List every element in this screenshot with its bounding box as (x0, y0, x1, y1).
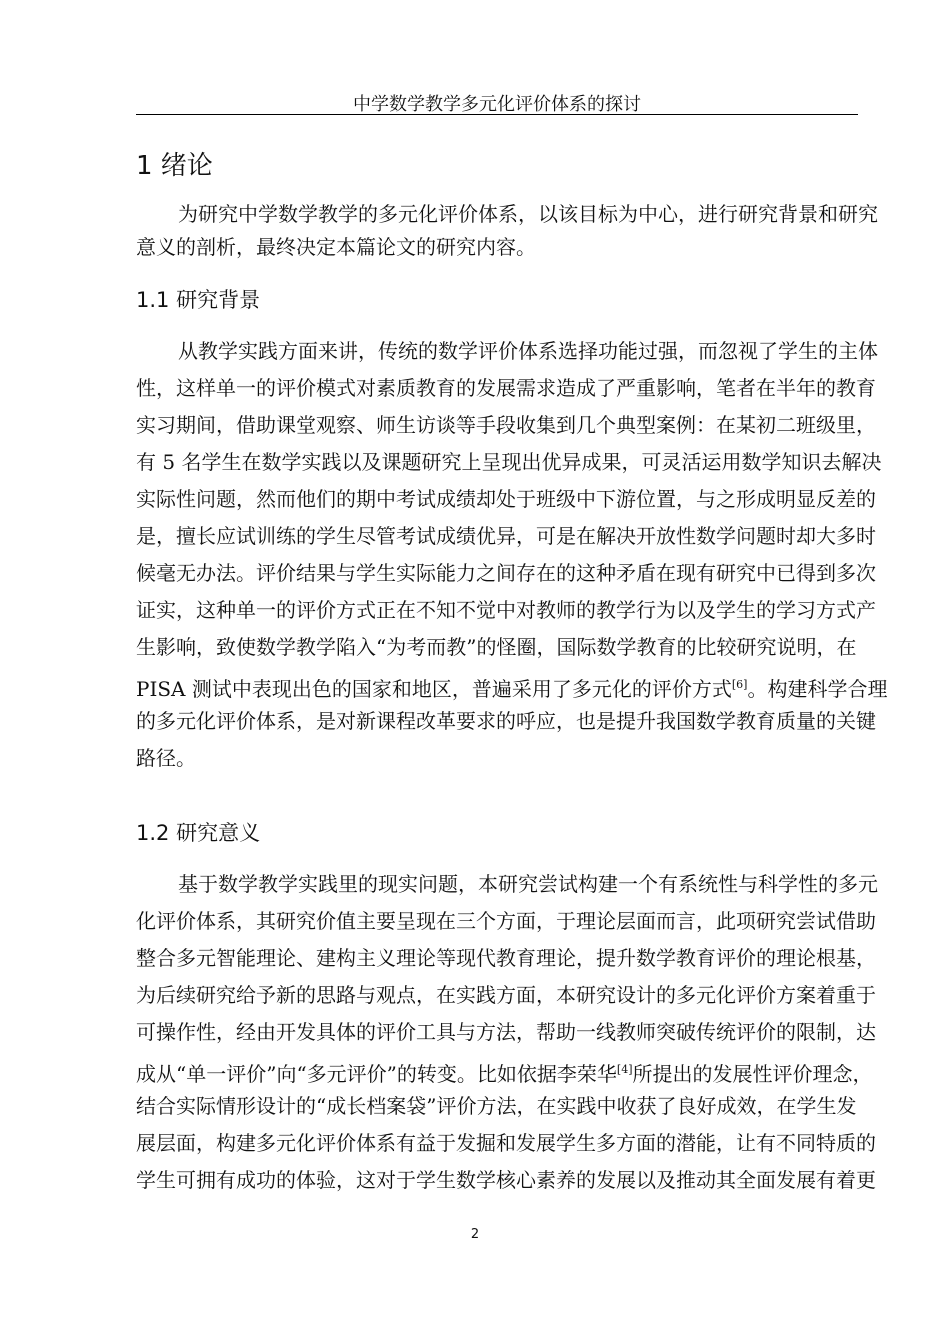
citation: [6] (731, 678, 748, 691)
text-line: 基于数学教学实践里的现实问题，本研究尝试构建一个有系统性与科学性的多元 (178, 872, 878, 896)
text-segment: 成从“单一评价”向“多元评价”的转变。比如依据李荣华 (136, 1062, 617, 1086)
text-line: 路径。 (136, 746, 196, 770)
text-line: 实习期间，借助课堂观察、师生访谈等手段收集到几个典型案例：在某初二班级里， (136, 413, 876, 437)
significance-paragraph (136, 866, 878, 1199)
text-line (136, 1051, 873, 1088)
chapter-heading: 1 绪论 (136, 151, 213, 181)
text-line: 证实，这种单一的评价方式正在不知不觉中对教师的教学行为以及学生的学习方式产 (136, 598, 876, 622)
text-line: 可操作性，经由开发具体的评价工具与方法，帮助一线教师突破传统评价的限制，达 (136, 1020, 876, 1044)
text-segment: PISA 测试中表现出色的国家和地区，普遍采用了多元化的评价方式 (136, 677, 732, 701)
text-line: 学生可拥有成功的体验，这对于学生数学核心素养的发展以及推动其全面发展有着更 (136, 1168, 876, 1192)
text-line: 候毫无办法。评价结果与学生实际能力之间存在的这种矛盾在现有研究中已得到多次 (136, 561, 876, 585)
text-line: 是，擅长应试训练的学生尽管考试成绩优异，可是在解决开放性数学问题时却大多时 (136, 524, 876, 548)
text-line (136, 666, 888, 703)
intro-paragraph (136, 198, 878, 264)
text-line: 结合实际情形设计的“成长档案袋”评价方法，在实践中收获了良好成效，在学生发 (136, 1094, 857, 1118)
text-line: 为后续研究给予新的思路与观点，在实践方面，本研究设计的多元化评价方案着重于 (136, 983, 876, 1007)
text-line: 化评价体系，其研究价值主要呈现在三个方面，于理论层面而言，此项研究尝试借助 (136, 909, 876, 933)
text-line: 从教学实践方面来讲，传统的数学评价体系选择功能过强，而忽视了学生的主体 (178, 339, 878, 363)
background-paragraph (136, 333, 888, 777)
text-line: 意义的剖析，最终决定本篇论文的研究内容。 (136, 235, 536, 259)
section-heading-1-2: 1.2 研究意义 (136, 821, 261, 845)
page-number: 2 (470, 1227, 480, 1242)
text-line: 生影响，致使数学教学陷入“为考而教”的怪圈，国际数学教育的比较研究说明，在 (136, 635, 857, 659)
text-line: 为研究中学数学教学的多元化评价体系，以该目标为中心，进行研究背景和研究 (178, 202, 878, 226)
text-line: 性，这样单一的评价模式对素质教育的发展需求造成了严重影响，笔者在半年的教育 (136, 376, 876, 400)
text-line: 有 5 名学生在数学实践以及课题研究上呈现出优异成果，可灵活运用数学知识去解决 (136, 450, 882, 474)
text-line: 的多元化评价体系，是对新课程改革要求的呼应，也是提升我国数学教育质量的关键 (136, 709, 876, 733)
text-line: 实际性问题，然而他们的期中考试成绩却处于班级中下游位置，与之形成明显反差的 (136, 487, 876, 511)
section-heading-1-1: 1.1 研究背景 (136, 288, 261, 312)
citation: [4] (616, 1063, 633, 1076)
text-line: 展层面，构建多元化评价体系有益于发掘和发展学生多方面的潜能，让有不同特质的 (136, 1131, 876, 1155)
text-segment: 所提出的发展性评价理念， (632, 1062, 873, 1086)
header-divider (136, 114, 858, 115)
text-segment: 。构建科学合理 (747, 677, 888, 701)
text-line: 整合多元智能理论、建构主义理论等现代教育理论，提升数学教育评价的理论根基， (136, 946, 876, 970)
running-header-title: 中学数学教学多元化评价体系的探讨 (353, 94, 641, 115)
